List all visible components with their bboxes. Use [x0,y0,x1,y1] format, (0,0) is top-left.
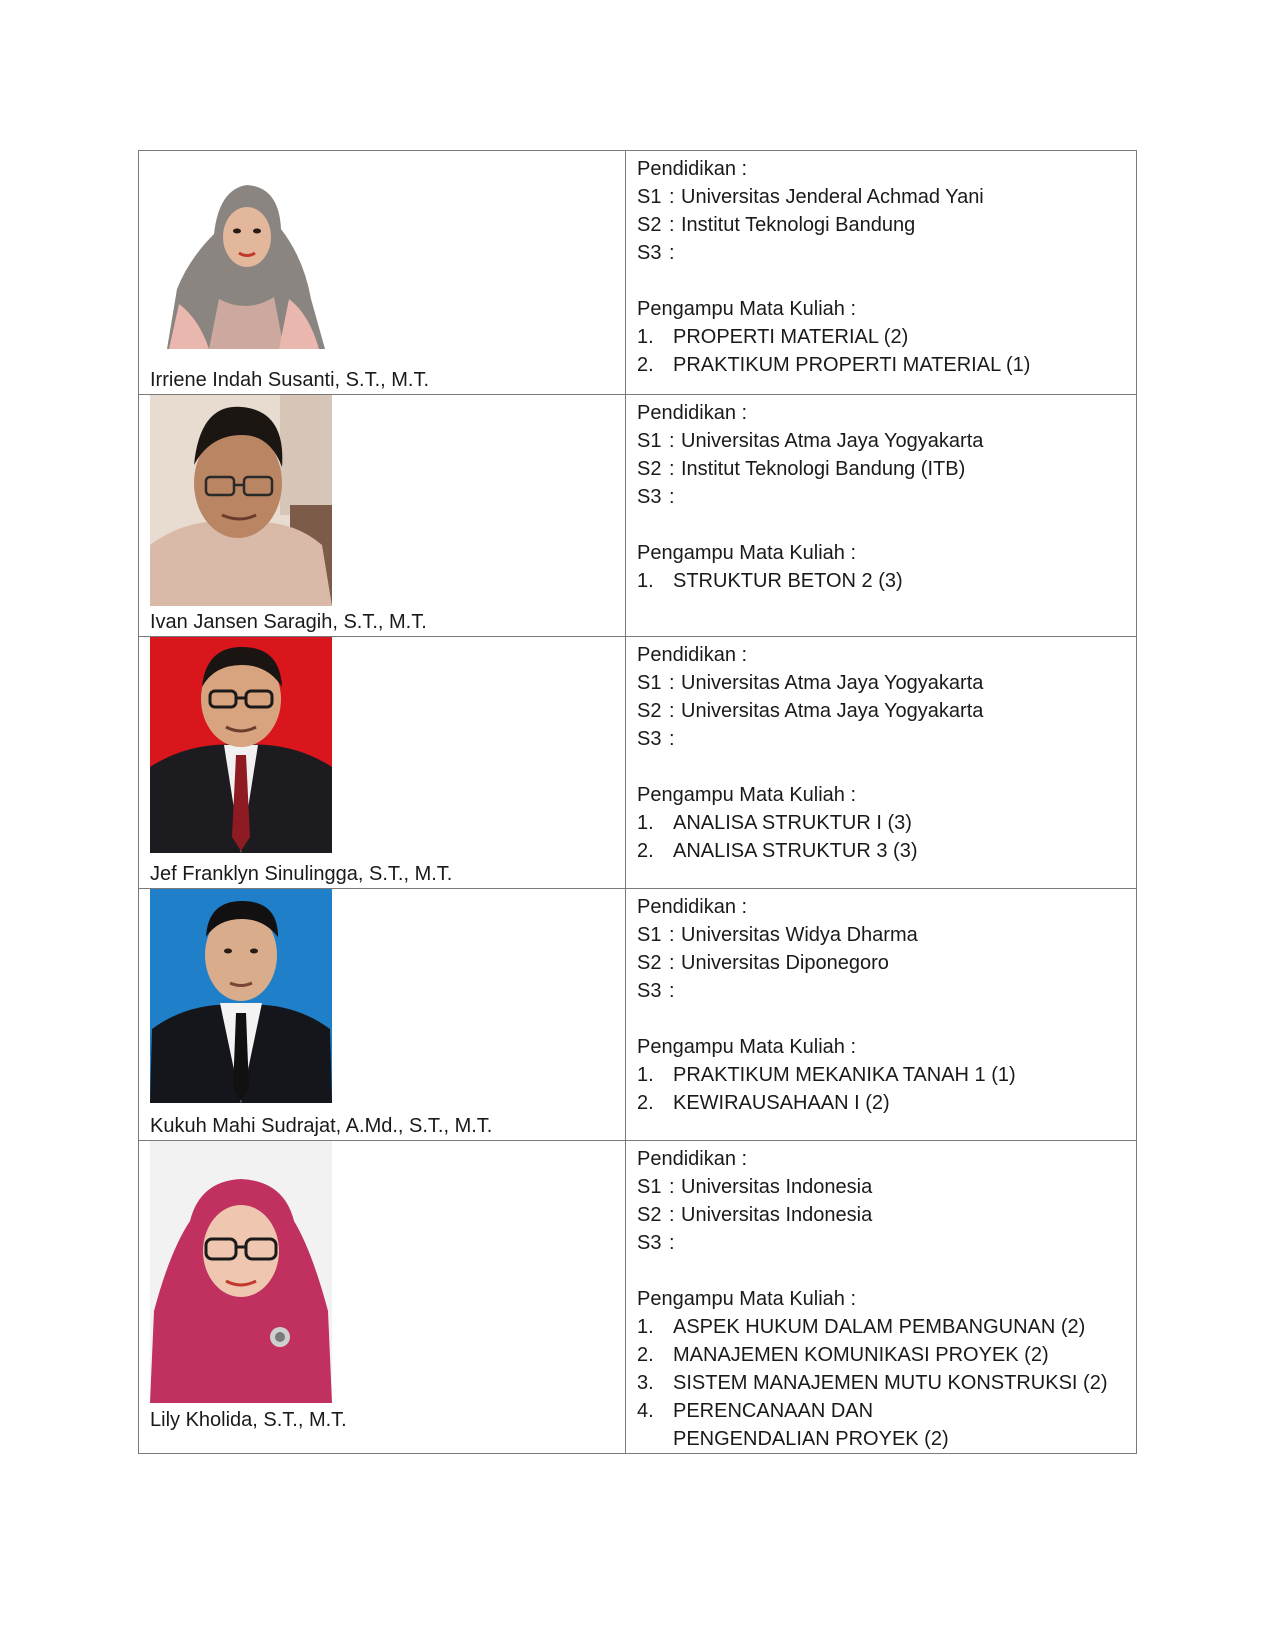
course-item: 1. ASPEK HUKUM DALAM PEMBANGUNAN (2) [637,1316,1086,1338]
info-cell [626,395,1137,637]
info-cell [626,889,1137,1141]
education-entry: S2 : Universitas Atma Jaya Yogyakarta [637,700,984,722]
course-item: 2. MANAJEMEN KOMUNIKASI PROYEK (2) [637,1344,1049,1366]
info-cell [626,637,1137,889]
education-label: Pendidikan : [637,402,748,424]
education-entry: S1 : Universitas Widya Dharma [637,924,918,946]
info-cell [626,1141,1137,1454]
education-entry: S2 : Universitas Diponegoro [637,952,889,974]
lecturer-name: Kukuh Mahi Sudrajat, A.Md., S.T., M.T. [150,1115,493,1137]
lecturer-photo [150,1141,332,1403]
education-entry: S3 : [637,486,675,508]
lecturer-row [139,151,1137,395]
lecturer-name: Ivan Jansen Saragih, S.T., M.T. [150,611,427,633]
info-cell [626,151,1137,395]
course-item: 2. ANALISA STRUKTUR 3 (3) [637,840,918,862]
photo-cell [139,889,626,1141]
lecturer-name: Jef Franklyn Sinulingga, S.T., M.T. [150,863,453,885]
education-entry: S3 : [637,728,675,750]
education-entry: S1 : Universitas Indonesia [637,1176,873,1198]
lecturer-photo [150,889,332,1103]
lecturer-photo [150,395,332,606]
education-entry: S3 : [637,242,675,264]
lecturer-row [139,637,1137,889]
lecturer-name: Lily Kholida, S.T., M.T. [150,1409,347,1431]
course-item: 1. STRUKTUR BETON 2 (3) [637,570,903,592]
lecturer-photo [159,179,325,349]
lecturer-table [138,150,1137,1454]
photo-cell [139,637,626,889]
lecturer-row [139,1141,1137,1454]
courses-label: Pengampu Mata Kuliah : [637,542,857,564]
courses-label: Pengampu Mata Kuliah : [637,1288,857,1310]
photo-cell [139,395,626,637]
education-entry: S2 : Institut Teknologi Bandung [637,214,916,236]
education-entry: S3 : [637,980,675,1002]
course-item: 1. PROPERTI MATERIAL (2) [637,326,909,348]
photo-cell [139,151,626,395]
course-item: 4. PERENCANAAN DAN PENGENDALIAN PROYEK (2) [637,1400,949,1450]
course-list [637,809,1126,865]
courses-label: Pengampu Mata Kuliah : [637,784,857,806]
lecturer-photo [150,637,332,853]
education-label: Pendidikan : [637,1148,748,1170]
course-list [637,1313,1126,1453]
courses-label: Pengampu Mata Kuliah : [637,1036,857,1058]
course-item: 2. PRAKTIKUM PROPERTI MATERIAL (1) [637,354,1031,376]
education-entry: S1 : Universitas Atma Jaya Yogyakarta [637,672,984,694]
course-list [637,1061,1126,1117]
course-item: 1. PRAKTIKUM MEKANIKA TANAH 1 (1) [637,1064,1016,1086]
lecturer-row [139,889,1137,1141]
education-entry: S1 : Universitas Jenderal Achmad Yani [637,186,984,208]
education-entry: S3 : [637,1232,675,1254]
course-item: 2. KEWIRAUSAHAAN I (2) [637,1092,890,1114]
education-entry: S2 : Universitas Indonesia [637,1204,873,1226]
course-list [637,323,1126,379]
education-label: Pendidikan : [637,896,748,918]
education-entry: S1 : Universitas Atma Jaya Yogyakarta [637,430,984,452]
course-item: 1. ANALISA STRUKTUR I (3) [637,812,912,834]
course-list [637,567,1126,595]
education-entry: S2 : Institut Teknologi Bandung (ITB) [637,458,966,480]
photo-cell [139,1141,626,1454]
courses-label: Pengampu Mata Kuliah : [637,298,857,320]
education-label: Pendidikan : [637,644,748,666]
lecturer-row [139,395,1137,637]
lecturer-name: Irriene Indah Susanti, S.T., M.T. [150,369,430,391]
education-label: Pendidikan : [637,158,748,180]
course-item: 3. SISTEM MANAJEMEN MUTU KONSTRUKSI (2) [637,1372,1108,1394]
